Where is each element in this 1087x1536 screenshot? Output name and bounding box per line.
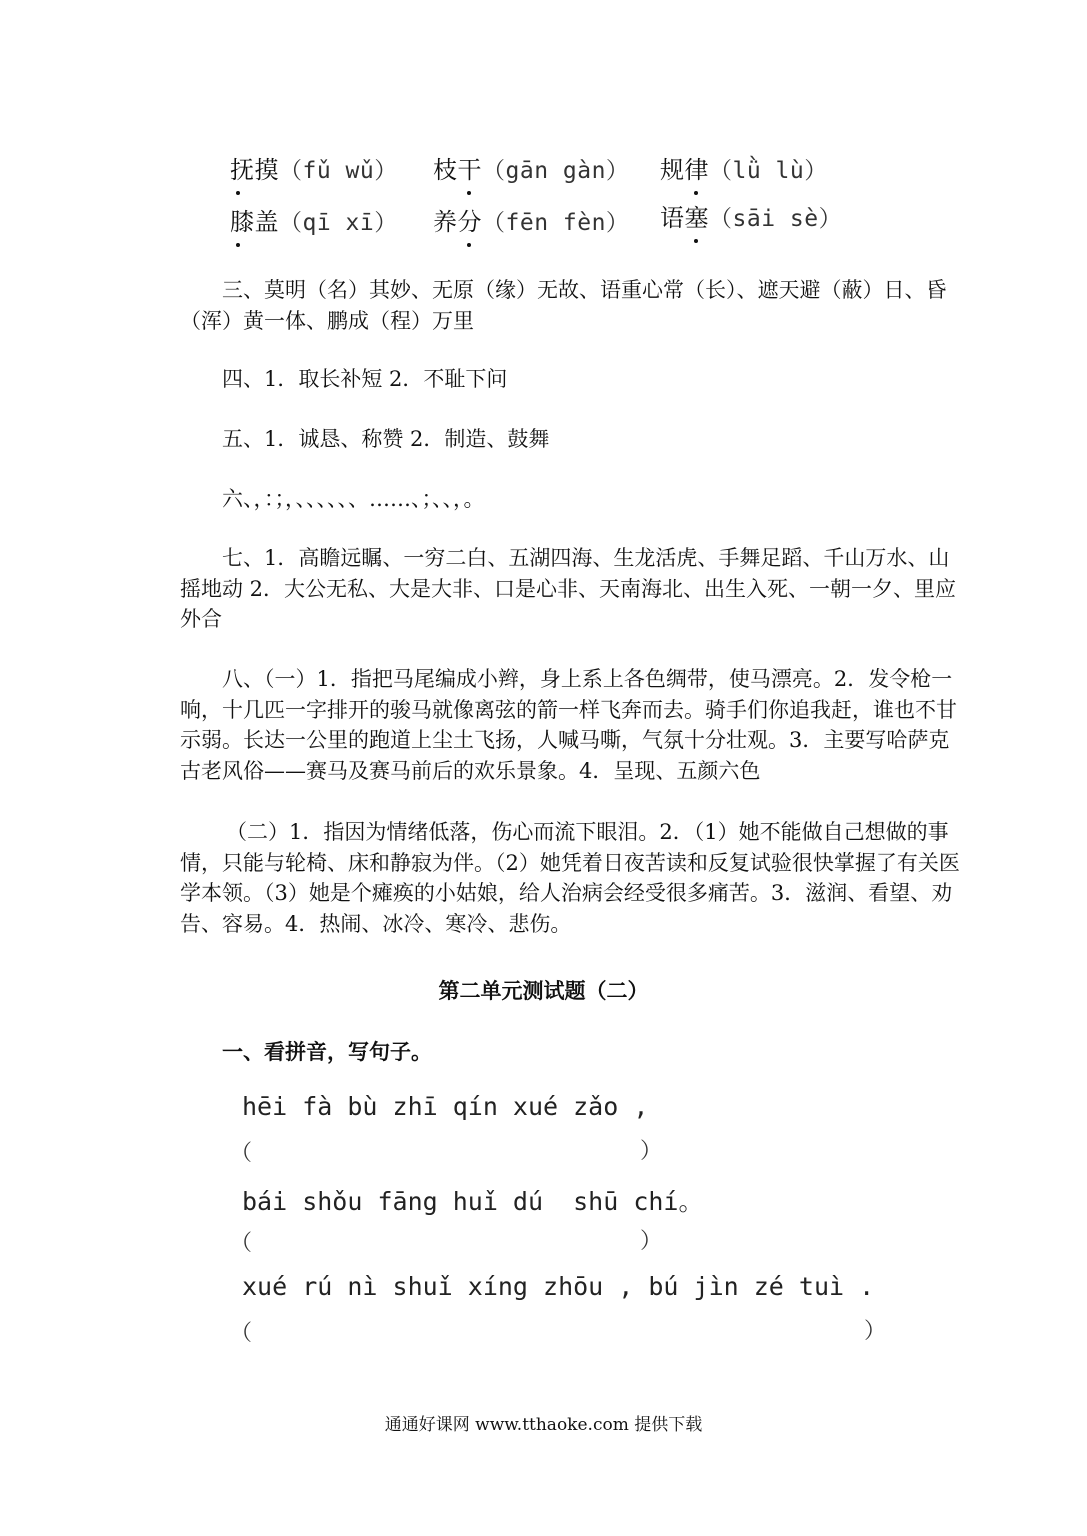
choice-pinyin: （fēn fèn） xyxy=(482,210,630,236)
choice-word: 语塞 xyxy=(660,198,709,233)
answer-paren-open: （ xyxy=(230,1321,253,1346)
choice-pinyin: （sāi sè） xyxy=(709,206,843,232)
pinyin-choice-block xyxy=(230,148,850,248)
pinyin-choice-item xyxy=(433,150,629,185)
pinyin-sentence-1: hēi fà bù zhī qín xué zǎo , xyxy=(242,1092,649,1121)
answer-section-4: 四、1．取长补短 2．不耻下问 xyxy=(222,367,508,391)
pinyin-choice-item xyxy=(230,202,398,237)
answer-paren-close: ） xyxy=(640,1139,663,1164)
question-one-heading: 一、看拼音，写句子。 xyxy=(222,1039,432,1064)
answer-paren-close: ） xyxy=(864,1319,887,1344)
answer-paren-open: （ xyxy=(230,1141,253,1166)
answer-paren-open: （ xyxy=(230,1231,253,1256)
choice-word: 膝盖 xyxy=(230,202,279,237)
choice-pinyin: （lǜ lù） xyxy=(709,158,828,184)
pinyin-choice-item xyxy=(230,150,398,185)
answer-section-7: 七、1．高瞻远瞩、一穷二白、五湖四海、生龙活虎、手舞足蹈、千山万水、山摇地动 2．大公无私、大是大非、口是心非、天南海北、出生入死、一朝一夕、里应外合 xyxy=(180,546,957,631)
pinyin-sentence-3: xué rú nì shuǐ xíng zhōu , bú jìn zé tuì . xyxy=(242,1272,875,1301)
pinyin-sentence-2: bái shǒu fāng huǐ dú shū chí。 xyxy=(242,1187,704,1216)
answer-section-8-part-2: （二）1．指因为情绪低落，伤心而流下眼泪。2．（1）她不能做自己想做的事情，只能与轮椅、床和静寂为伴。（2）她凭着日夜苦读和反复试验很快掌握了有关医学本领。（3）她是个瘫痪的小姑娘，给人治病会经受很多痛苦。3．滋润、看望、劝告、容易。4．热闹、冰冷、寒冷、悲伤。 xyxy=(180,820,960,936)
choice-pinyin: （qī xī） xyxy=(279,210,398,236)
page-footer: 通通好课网 www.tthaoke.com 提供下载 xyxy=(384,1415,703,1435)
answer-section-5: 五、1．诚恳、称赞 2．制造、鼓舞 xyxy=(222,427,550,451)
choice-word: 养分 xyxy=(433,202,482,237)
section-title: 第二单元测试题（二） xyxy=(438,978,649,1003)
answer-section-8-part-1: 八、（一）1．指把马尾编成小辫，身上系上各色绸带，使马漂亮。2．发令枪一响，十几匹一字排开的骏马就像离弦的箭一样飞奔而去。骑手们你追我赶，谁也不甘示弱。长达一公里的跑道上尘土飞扬，人喊马嘶，气氛十分壮观。3．主要写哈萨克古老风俗——赛马及赛马前后的欢乐景象。4．呈现、五颜六色 xyxy=(180,667,957,783)
choice-word: 枝干 xyxy=(433,150,482,185)
answer-section-6: 六、，：；，、、、、、、……、；、、，。 xyxy=(222,487,485,511)
pinyin-choice-item xyxy=(660,198,842,233)
pinyin-choice-item xyxy=(433,202,629,237)
choice-word: 规律 xyxy=(660,150,709,185)
choice-pinyin: （gān gàn） xyxy=(482,158,630,184)
answer-section-3: 三、莫明（名）其妙、无原（缘）无故、语重心常（长）、遮天避（蔽）日、昏（浑）黄一体、鹏成（程）万里 xyxy=(180,278,947,333)
answer-paren-close: ） xyxy=(640,1229,663,1254)
choice-word: 抚摸 xyxy=(230,150,279,185)
choice-pinyin: （fǔ wǔ） xyxy=(279,158,398,184)
pinyin-choice-item xyxy=(660,150,828,185)
